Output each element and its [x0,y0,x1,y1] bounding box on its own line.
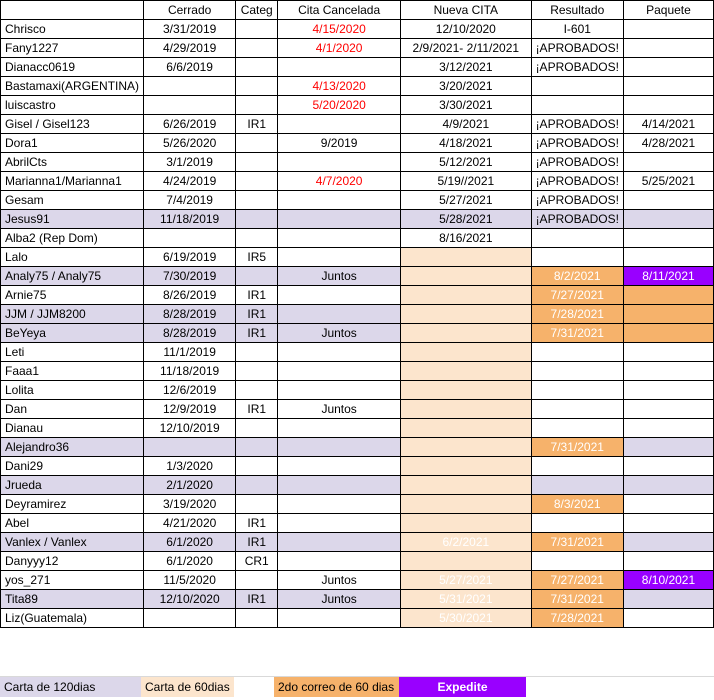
table-cell[interactable]: 8/26/2019 [144,286,236,305]
table-cell[interactable]: Juntos [278,590,401,609]
table-cell[interactable] [623,552,713,571]
table-cell[interactable] [278,438,401,457]
table-cell[interactable] [531,419,623,438]
header-cell-resultado[interactable]: Resultado [531,1,623,20]
table-cell[interactable] [531,381,623,400]
table-row [1,172,714,191]
table-cell[interactable]: Arnie75 [1,286,144,305]
table-cell[interactable] [278,343,401,362]
table-cell[interactable]: 3/20/2021 [401,77,531,96]
table-row [1,495,714,514]
table-cell[interactable] [401,400,531,419]
table-cell[interactable]: 8/16/2021 [401,229,531,248]
table-cell[interactable] [278,552,401,571]
table-cell[interactable] [144,229,236,248]
table-cell[interactable]: BeYeya [1,324,144,343]
table-cell[interactable]: Dani29 [1,457,144,476]
table-cell[interactable]: 11/1/2019 [144,343,236,362]
table-cell[interactable]: 5/20/2020 [278,96,401,115]
table-cell[interactable] [278,381,401,400]
table-cell[interactable] [623,324,713,343]
table-cell[interactable] [623,457,713,476]
table-cell[interactable] [278,476,401,495]
table-cell[interactable]: ¡APROBADOS! [531,191,623,210]
table-cell[interactable]: 8/28/2019 [144,324,236,343]
table-cell[interactable]: 6/6/2019 [144,58,236,77]
table-cell[interactable] [236,229,278,248]
table-cell[interactable]: 5/12/2021 [401,153,531,172]
table-cell[interactable] [623,343,713,362]
table-row [1,134,714,153]
table-cell[interactable]: 1/3/2020 [144,457,236,476]
table-cell[interactable]: ¡APROBADOS! [531,39,623,58]
table-cell[interactable]: 6/19/2019 [144,248,236,267]
table-cell[interactable]: IR1 [236,286,278,305]
table-row [1,210,714,229]
table-cell[interactable] [144,609,236,628]
table-cell[interactable] [401,419,531,438]
table-cell[interactable] [531,229,623,248]
table-cell[interactable]: 7/28/2021 [531,305,623,324]
table-cell[interactable]: ¡APROBADOS! [531,115,623,134]
table-cell[interactable]: 11/5/2020 [144,571,236,590]
table-cell[interactable] [401,362,531,381]
header-cell-name[interactable] [1,1,144,20]
table-cell[interactable]: 7/31/2021 [531,438,623,457]
table-cell[interactable]: 12/10/2020 [144,590,236,609]
table-cell[interactable]: Liz(Guatemala) [1,609,144,628]
table-cell[interactable]: Juntos [278,267,401,286]
table-row [1,77,714,96]
table-cell[interactable]: Lolita [1,381,144,400]
table-cell[interactable]: Gesam [1,191,144,210]
table-cell[interactable] [531,476,623,495]
legend-expedite[interactable]: Expedite [399,676,526,697]
table-cell[interactable]: 6/26/2019 [144,115,236,134]
table-cell[interactable]: 5/25/2021 [623,172,713,191]
table-cell[interactable]: IR5 [236,248,278,267]
table-cell[interactable] [531,77,623,96]
table-cell[interactable]: 5/30/2021 [401,609,531,628]
table-cell[interactable] [236,58,278,77]
table-cell[interactable] [623,210,713,229]
table-row [1,286,714,305]
table-cell[interactable] [623,400,713,419]
table-cell[interactable]: Vanlex / Vanlex [1,533,144,552]
table-row [1,20,714,39]
table-cell[interactable]: 4/15/2020 [278,20,401,39]
header-cell-cita-cancelada[interactable]: Cita Cancelada [278,1,401,20]
table-cell[interactable] [236,609,278,628]
table-cell[interactable]: 5/26/2020 [144,134,236,153]
table-cell[interactable]: Jrueda [1,476,144,495]
table-row [1,267,714,286]
table-cell[interactable] [401,248,531,267]
table-cell[interactable] [278,457,401,476]
empty-grid-row [0,656,714,677]
table-cell[interactable] [623,362,713,381]
table-cell[interactable]: ¡APROBADOS! [531,210,623,229]
table-cell[interactable] [278,191,401,210]
table-cell[interactable] [236,362,278,381]
table-cell[interactable] [278,229,401,248]
table-cell[interactable]: 5/28/2021 [401,210,531,229]
header-cell-cerrado[interactable]: Cerrado [144,1,236,20]
header-cell-categ[interactable]: Categ [236,1,278,20]
table-row [1,457,714,476]
table-cell[interactable]: I-601 [531,20,623,39]
table-cell[interactable] [236,134,278,153]
table-cell[interactable] [278,362,401,381]
table-row [1,305,714,324]
header-cell-paquete[interactable]: Paquete [623,1,713,20]
table-cell[interactable] [623,20,713,39]
table-cell[interactable]: ¡APROBADOS! [531,172,623,191]
table-cell[interactable] [236,77,278,96]
table-row [1,153,714,172]
table-row [1,324,714,343]
table-cell[interactable] [236,381,278,400]
table-cell[interactable] [401,267,531,286]
table-cell[interactable] [623,58,713,77]
table-row [1,362,714,381]
table-cell[interactable]: 2/1/2020 [144,476,236,495]
table-cell[interactable] [236,495,278,514]
table-cell[interactable]: 7/4/2019 [144,191,236,210]
table-cell[interactable]: IR1 [236,514,278,533]
table-cell[interactable]: Jesus91 [1,210,144,229]
table-cell[interactable] [531,343,623,362]
table-cell[interactable]: ¡APROBADOS! [531,153,623,172]
table-cell[interactable] [623,495,713,514]
table-cell[interactable]: 7/31/2021 [531,590,623,609]
table-cell[interactable] [401,514,531,533]
table-cell[interactable]: 6/1/2020 [144,533,236,552]
table-cell[interactable]: 3/12/2021 [401,58,531,77]
header-row [1,1,714,20]
table-cell[interactable]: 4/21/2020 [144,514,236,533]
table-cell[interactable]: 7/30/2019 [144,267,236,286]
table-cell[interactable]: Deyramirez [1,495,144,514]
table-row [1,533,714,552]
table-cell[interactable]: Juntos [278,400,401,419]
table-cell[interactable] [623,609,713,628]
legend-carta-60[interactable]: Carta de 60dias [141,676,234,697]
table-cell[interactable] [236,419,278,438]
table-cell[interactable]: 5/27/2021 [401,571,531,590]
table-cell[interactable]: ¡APROBADOS! [531,134,623,153]
table-cell[interactable]: 9/2019 [278,134,401,153]
table-cell[interactable]: Fany1227 [1,39,144,58]
table-cell[interactable]: 4/7/2020 [278,172,401,191]
table-cell[interactable] [278,419,401,438]
table-cell[interactable] [236,153,278,172]
table-cell[interactable] [401,495,531,514]
table-row [1,476,714,495]
table-row [1,419,714,438]
table-cell[interactable]: Alejandro36 [1,438,144,457]
table-cell[interactable]: 7/31/2021 [531,324,623,343]
table-cell[interactable] [401,476,531,495]
table-row [1,191,714,210]
table-row [1,248,714,267]
table-cell[interactable]: 12/10/2019 [144,419,236,438]
table-cell[interactable] [278,153,401,172]
table-row [1,39,714,58]
table-cell[interactable] [623,419,713,438]
table-cell[interactable]: CR1 [236,552,278,571]
table-cell[interactable]: 2/9/2021- 2/11/2021 [401,39,531,58]
table-cell[interactable] [278,609,401,628]
table-cell[interactable]: 5/19//2021 [401,172,531,191]
table-cell[interactable] [531,96,623,115]
table-cell[interactable]: Alba2 (Rep Dom) [1,229,144,248]
table-cell[interactable]: 4/24/2019 [144,172,236,191]
table-cell[interactable] [623,438,713,457]
table-cell[interactable]: 12/9/2019 [144,400,236,419]
table-cell[interactable]: 4/18/2021 [401,134,531,153]
table-cell[interactable]: 4/13/2020 [278,77,401,96]
table-cell[interactable] [623,514,713,533]
table-cell[interactable]: Gisel / Gisel123 [1,115,144,134]
table-cell[interactable]: Leti [1,343,144,362]
table-row [1,381,714,400]
table-cell[interactable]: yos_271 [1,571,144,590]
table-cell[interactable] [278,115,401,134]
table-cell[interactable]: Abel [1,514,144,533]
table-cell[interactable] [278,305,401,324]
table-cell[interactable]: 7/28/2021 [531,609,623,628]
table-cell[interactable] [623,96,713,115]
table-cell[interactable]: Faaa1 [1,362,144,381]
table-cell[interactable]: 11/18/2019 [144,210,236,229]
table-cell[interactable]: 12/6/2019 [144,381,236,400]
table-row [1,609,714,628]
table-cell[interactable] [236,267,278,286]
table-cell[interactable]: Juntos [278,324,401,343]
table-cell[interactable]: Marianna1/Marianna1 [1,172,144,191]
legend-carta-120[interactable]: Carta de 120dias [0,676,141,697]
table-cell[interactable] [278,58,401,77]
table-cell[interactable] [401,552,531,571]
legend-segundo-correo[interactable]: 2do correo de 60 dias [274,676,399,697]
table-cell[interactable]: 3/30/2021 [401,96,531,115]
table-cell[interactable] [278,514,401,533]
table-cell[interactable]: 5/27/2021 [401,191,531,210]
table-cell[interactable] [236,172,278,191]
table-cell[interactable]: luiscastro [1,96,144,115]
table-cell[interactable] [144,96,236,115]
table-cell[interactable]: Dianacc0619 [1,58,144,77]
table-cell[interactable]: 6/1/2020 [144,552,236,571]
table-cell[interactable]: 4/9/2021 [401,115,531,134]
table-cell[interactable] [623,533,713,552]
table-cell[interactable]: 11/18/2019 [144,362,236,381]
table-cell[interactable]: 8/11/2021 [623,267,713,286]
table-cell[interactable] [531,514,623,533]
table-cell[interactable] [623,229,713,248]
table-cell[interactable] [236,476,278,495]
table-cell[interactable] [144,77,236,96]
table-cell[interactable]: Lalo [1,248,144,267]
table-cell[interactable] [401,381,531,400]
table-cell[interactable]: IR1 [236,590,278,609]
table-cell[interactable]: AbrilCts [1,153,144,172]
table-cell[interactable] [623,39,713,58]
header-cell-nueva-cita[interactable]: Nueva CITA [401,1,531,20]
table-cell[interactable]: IR1 [236,324,278,343]
table-cell[interactable]: 3/1/2019 [144,153,236,172]
table-cell[interactable]: 4/28/2021 [623,134,713,153]
table-cell[interactable]: Chrisco [1,20,144,39]
table-cell[interactable]: 3/31/2019 [144,20,236,39]
table-row [1,400,714,419]
table-cell[interactable]: 8/2/2021 [531,267,623,286]
table-cell[interactable] [144,438,236,457]
table-cell[interactable] [278,495,401,514]
table-row [1,58,714,77]
table-cell[interactable]: IR1 [236,533,278,552]
table-cell[interactable] [236,457,278,476]
table-cell[interactable]: 4/14/2021 [623,115,713,134]
table-cell[interactable] [401,305,531,324]
table-cell[interactable]: 4/1/2020 [278,39,401,58]
table-cell[interactable]: 8/10/2021 [623,571,713,590]
table-cell[interactable] [531,248,623,267]
table-cell[interactable]: Bastamaxi(ARGENTINA) [1,77,144,96]
table-cell[interactable] [236,343,278,362]
table-row [1,514,714,533]
table-cell[interactable]: Danyyy12 [1,552,144,571]
table-cell[interactable] [623,305,713,324]
table-cell[interactable]: 8/3/2021 [531,495,623,514]
table-row [1,552,714,571]
table-row [1,590,714,609]
table-cell[interactable] [236,438,278,457]
table-cell[interactable]: 3/19/2020 [144,495,236,514]
table-cell[interactable]: IR1 [236,115,278,134]
table-cell[interactable] [623,476,713,495]
table-cell[interactable] [531,362,623,381]
legend-row [0,676,714,697]
table-cell[interactable] [401,286,531,305]
table-cell[interactable] [623,248,713,267]
table-cell[interactable] [531,400,623,419]
table-cell[interactable]: IR1 [236,400,278,419]
table-row [1,115,714,134]
table-cell[interactable]: Dora1 [1,134,144,153]
table-cell[interactable]: 7/27/2021 [531,286,623,305]
table-cell[interactable]: 4/29/2019 [144,39,236,58]
table-cell[interactable] [623,381,713,400]
table-cell[interactable] [623,191,713,210]
table-cell[interactable] [278,248,401,267]
table-row [1,229,714,248]
table-row [1,571,714,590]
table-cell[interactable]: Juntos [278,571,401,590]
table-cell[interactable] [401,343,531,362]
table-cell[interactable]: Dianau [1,419,144,438]
table-cell[interactable]: IR1 [236,305,278,324]
table-cell[interactable] [278,210,401,229]
table-cell[interactable] [401,457,531,476]
table-cell[interactable] [236,210,278,229]
table-cell[interactable] [401,324,531,343]
table-row [1,438,714,457]
table-cell[interactable] [236,191,278,210]
table-cell[interactable]: JJM / JJM8200 [1,305,144,324]
table-cell[interactable] [531,457,623,476]
table-cell[interactable] [236,571,278,590]
table-cell[interactable]: Dan [1,400,144,419]
table-cell[interactable]: 6/2/2021 [401,533,531,552]
table-cell[interactable]: Analy75 / Analy75 [1,267,144,286]
table-cell[interactable] [278,286,401,305]
table-cell[interactable] [236,96,278,115]
table-cell[interactable] [401,438,531,457]
table-row [1,343,714,362]
table-cell[interactable] [623,286,713,305]
table-row [1,96,714,115]
table-cell[interactable]: 12/10/2020 [401,20,531,39]
table-cell[interactable] [236,39,278,58]
table-cell[interactable] [623,590,713,609]
table-cell[interactable] [531,552,623,571]
table-cell[interactable] [623,153,713,172]
table-cell[interactable]: 5/31/2021 [401,590,531,609]
table-cell[interactable]: Tita89 [1,590,144,609]
table-cell[interactable]: 8/28/2019 [144,305,236,324]
table-cell[interactable] [278,533,401,552]
table-cell[interactable]: 7/31/2021 [531,533,623,552]
table-cell[interactable]: ¡APROBADOS! [531,58,623,77]
table-cell[interactable] [236,20,278,39]
table-cell[interactable]: 7/27/2021 [531,571,623,590]
table-cell[interactable] [623,77,713,96]
